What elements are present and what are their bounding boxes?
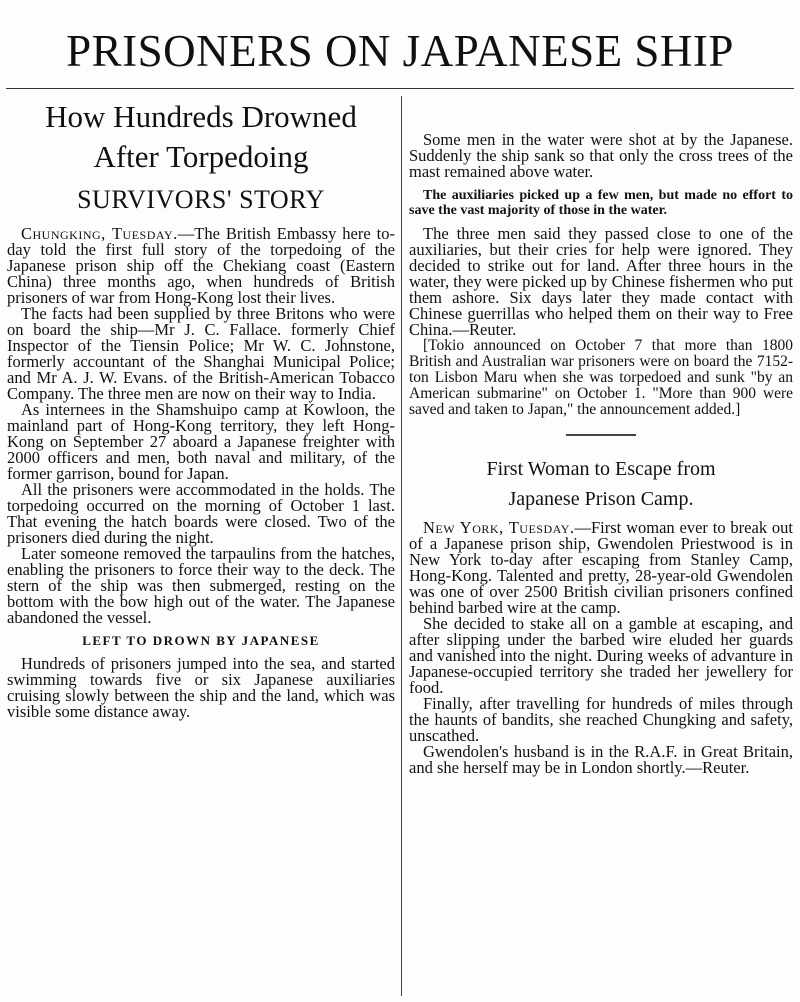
- dateline: Chungking, Tuesday.: [21, 224, 178, 243]
- subheadline-2: After Torpedoing: [93, 139, 309, 174]
- story-separator: [566, 434, 636, 436]
- article-paragraph: [409, 520, 793, 616]
- headline: PRISONERS ON JAPANESE SHIP: [66, 26, 734, 76]
- story2-headline-1: First Woman to Escape from: [486, 458, 716, 480]
- paragraph-text: —The British Embassy here to-day told the first full story of the torpedoing of the Japanese prison ship off the Chekiang coast (Eastern China) three months ago, when hundreds of British prisoners of war from Hong-Kong lost their lives.: [7, 224, 395, 307]
- article-paragraph: Finally, after travelling for hundreds of miles through the haunts of bandits, she reached Chungking and safety, unscathed.: [409, 694, 793, 745]
- article-paragraph: The facts had been supplied by three Britons who were on board the ship—Mr J. C. Fallace. formerly Chief Inspector of the Tiensin Police; Mr W. C. Johnstone, formerly accountant of the Shanghai Municipal Police; and Mr A. J. W. Evans. of the British-American Tobacco Company. The three men are now on their way to India.: [7, 304, 395, 403]
- subheadline-1: How Hundreds Drowned: [45, 99, 357, 134]
- article-paragraph: Some men in the water were shot at by the Japanese. Suddenly the ship sank so that only the cross trees of the mast remained above water.: [409, 130, 793, 181]
- article-paragraph: [7, 226, 395, 306]
- bold-paragraph: The auxiliaries picked up a few men, but made no effort to save the vast majority of those in the water.: [409, 188, 793, 218]
- right-column: [409, 96, 793, 776]
- story2-headline-2: Japanese Prison Camp.: [508, 488, 694, 510]
- article-paragraph: She decided to stake all on a gamble at escaping, and after slipping under the barbed wire eluded her guards and vanished into the night. During weeks of advanture in Japanese-occupied territory she traded her jewellery for food.: [409, 614, 793, 697]
- section-title: SURVIVORS' STORY: [77, 185, 325, 214]
- article-paragraph: As internees in the Shamshuipo camp at Kowloon, the mainland part of Hong-Kong territory, they left Hong-Kong on September 27 aboard a Japanese freighter with 2000 officers and men, both naval and military, of the former garrison, bound for Japan.: [7, 400, 395, 483]
- article-paragraph: The three men said they passed close to one of the auxiliaries, but their cries for help were ignored. They decided to strike out for land. After three hours in the water, they were picked up by Chinese fishermen who put them ashore. Six days later they made contact with Chinese guerrillas who helped them on their way to Free China.—Reuter.: [409, 224, 793, 339]
- left-column: [7, 96, 395, 720]
- article-paragraph: Gwendolen's husband is in the R.A.F. in Great Britain, and she herself may be in London shortly.—Reuter.: [409, 742, 793, 777]
- dateline: New York, Tuesday.: [423, 518, 575, 537]
- column-divider: [401, 96, 402, 996]
- article-paragraph: Later someone removed the tarpaulins from the hatches, enabling the prisoners to force their way to the deck. The stern of the ship was then submerged, resting on the bottom with the bow high out of the water. The Japanese abandoned the vessel.: [7, 544, 395, 627]
- section-title-2: LEFT TO DROWN BY JAPANESE: [82, 633, 320, 648]
- bracketed-paragraph: [Tokio announced on October 7 that more than 1800 British and Australian war prisoners were on board the 7152-ton Lisbon Maru when she was torpedoed and sunk "by an American submarine" on October 1. "More than 900 were saved and taken to Japan," the announcement added.]: [409, 337, 793, 418]
- article-paragraph: Hundreds of prisoners jumped into the sea, and started swimming towards five or six Japanese auxiliaries cruising slowly between the ship and the land, which was visible some distance away.: [7, 654, 395, 721]
- headline-rule: [6, 88, 794, 89]
- paragraph-text: —First woman ever to break out of a Japanese prison ship, Gwendolen Priestwood is in New York to-day after escaping from Stanley Camp, Hong-Kong. Talented and pretty, 28-year-old Gwendolen was one of over 2500 British civilian prisoners confined behind barbed wire at the camp.: [409, 518, 793, 617]
- article-paragraph: All the prisoners were accommodated in the holds. The torpedoing occurred on the morning of October 1 last. That evening the hatch boards were closed. Two of the prisoners died during the night.: [7, 480, 395, 547]
